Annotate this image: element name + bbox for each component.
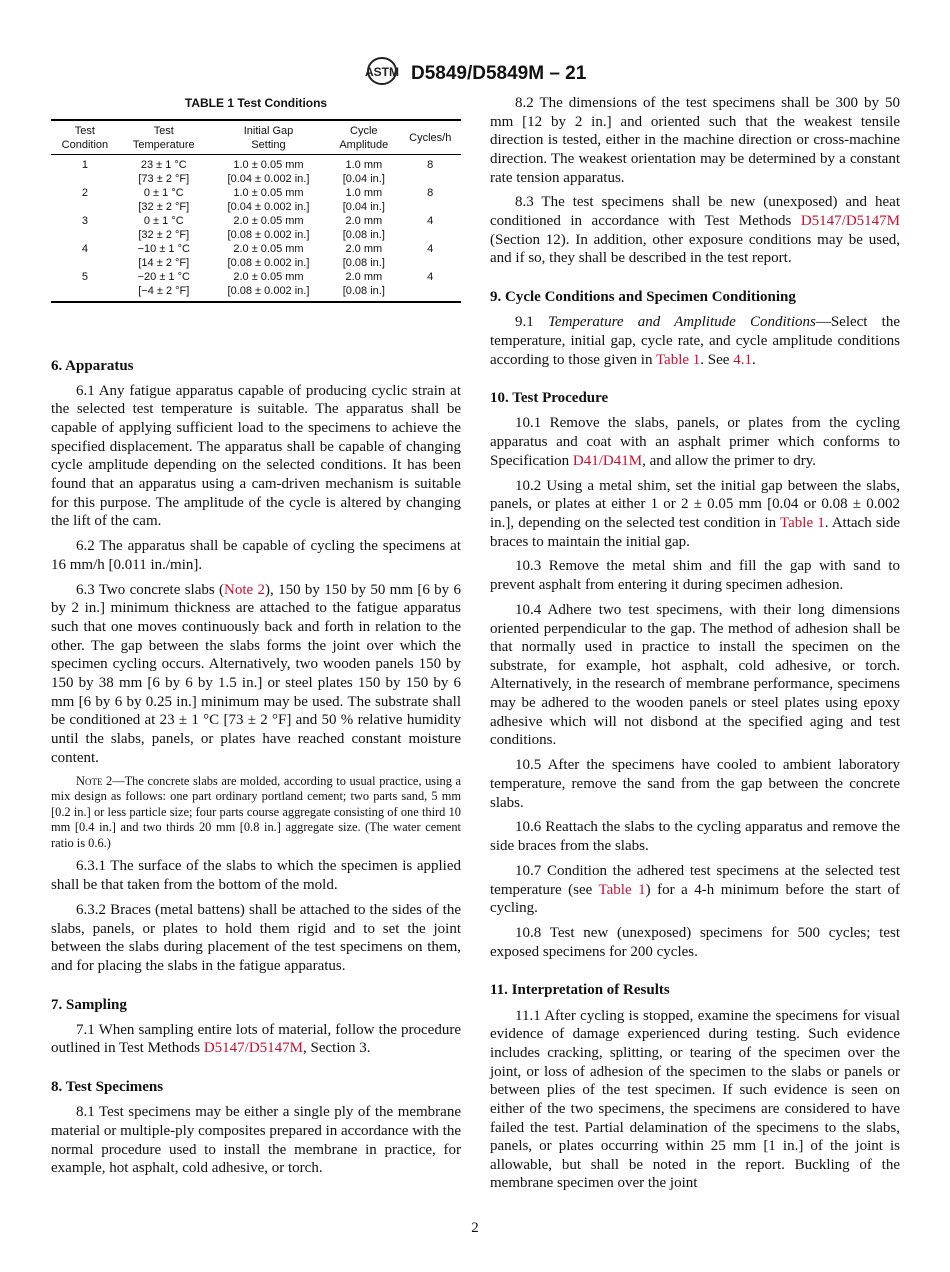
- section-heading: 11. Interpretation of Results: [490, 982, 670, 999]
- cell-condition: 4: [81, 242, 88, 255]
- cell-condition: 1: [81, 158, 88, 171]
- paragraph: [490, 414, 900, 470]
- paragraph: [51, 581, 461, 768]
- cell-temp: [119, 270, 209, 302]
- cell-line: 2.0 ± 0.05 mm: [233, 214, 304, 227]
- text: 10.3 Remove the metal shim and fill the gap with sand to prevent asphalt from entering it during specimen adhesion.: [490, 558, 900, 593]
- text: . Attach side braces to maintain the initial gap.: [490, 514, 900, 550]
- reference-link[interactable]: D5147/D5147M: [800, 213, 900, 230]
- cell-temp: [119, 154, 209, 186]
- cell-amp: [328, 242, 399, 270]
- reference-link[interactable]: D5147/D5147M: [203, 1040, 304, 1057]
- cell-line: [32 ± 2 °F]: [138, 228, 190, 241]
- cell-amp: [328, 214, 399, 242]
- section-heading: 8. Test Specimens: [51, 1079, 164, 1096]
- left-column: [51, 94, 461, 1184]
- paragraph: [51, 382, 461, 531]
- text: 9.1: [515, 314, 548, 331]
- table-header: [328, 120, 399, 155]
- cell-line: [0.04 ± 0.002 in.]: [227, 172, 310, 185]
- table-row: [51, 186, 461, 214]
- test-conditions-table: [51, 119, 461, 303]
- table-title: TABLE 1 Test Conditions: [184, 96, 328, 110]
- cell-gap: [209, 270, 328, 302]
- text: 6.1 Any fatigue apparatus capable of producing cyclic strain at the selected test temperature is suitable. The apparatus shall be capable of applying sufficient load to the specimens to achieve the specified displacement. The apparatus shall be capable of changing cycle amplitude depending on the selected conditions. It has been found that an apparatus using a cam-driven mechanism is suitable for this purpose. The amplitude of the cycle is altered by changing the lift of the cam.: [51, 382, 461, 530]
- cell-line: [0.08 ± 0.002 in.]: [227, 228, 310, 241]
- cell-condition: 2: [81, 186, 88, 199]
- cell-line: 1.0 ± 0.05 mm: [233, 186, 304, 199]
- text: —The concrete slabs are molded, according to usual practice, using a mix design as follows: one part ordinary portland cement; two parts sand, 5 mm [0.2 in.] or less particle size; four parts course aggregate consisting of one third 10 mm [0.4 in.] and two thirds 20 mm [0.8 in.] aggregate size. (The water cement ratio is 0.6.): [51, 773, 461, 850]
- cell-amp: [328, 154, 399, 186]
- cell-line: 23 ± 1 °C: [140, 158, 187, 171]
- paragraph: [490, 193, 900, 268]
- cell-line: [32 ± 2 °F]: [138, 200, 190, 213]
- italic-text: Temperature and Amplitude Conditions: [547, 314, 816, 331]
- text: 8.3 The test specimens shall be new (unexposed) and heat conditioned in accordance with Test Methods: [490, 194, 900, 230]
- paragraph: [51, 537, 461, 574]
- reference-link[interactable]: Table 1: [655, 351, 701, 368]
- cell-line: 2.0 mm: [345, 242, 383, 255]
- table-row: [51, 242, 461, 270]
- paragraph: [490, 557, 900, 594]
- cell-line: [0.04 ± 0.002 in.]: [227, 200, 310, 213]
- table-row: [51, 154, 461, 186]
- cell-line: −10 ± 1 °C: [137, 242, 190, 255]
- text: 10.2 Using a metal shim, set the initial gap between the slabs, panels, or plates at either 1 or 2 ± 0.05 mm [0.04 or 0.08 ± 0.002 in.], depending on the selected test condition in: [490, 477, 900, 531]
- text: 11.1 After cycling is stopped, examine the specimens for visual evidence of damage experienced during testing. Such evidence includes cracking, splitting, or tearing of the specimen over the joint, or loss of adhesion of the specimen to the slabs or panels or between plies of the test specimen. If such evidence is seen on either of the two specimens, the specimens are considered to have failed the test. Partial delamination of the specimens to the slabs, panels, or plates occurring within 25 mm [1 in.] of the joint is allowable, but shall be noted in the report. Buckling of the membrane specimen over the joint: [490, 1007, 900, 1192]
- cell-line: [−4 ± 2 °F]: [138, 284, 190, 297]
- cell-line: [0.04 in.]: [342, 200, 385, 213]
- paragraph: [490, 601, 900, 750]
- cell-temp: [119, 242, 209, 270]
- svg-text:ASTM: ASTM: [364, 65, 399, 79]
- text: ), 150 by 150 by 50 mm [6 by 6 by 2 in.] minimum thickness are attached to the fatigue apparatus such that one moves continuously back and forth in relation to the other. The gap between the slabs forms the joint over which the specimen cycling occurs. Alternatively, two wooden panels 150 by 150 by 38 mm [6 by 6 by 1.5 in.] or steel plates 150 by 150 by 6 mm [6 by 6 by 0.25 in.] minimum may be used. The substrate shall be conditioned at 23 ± 1 °C [73 ± 2 °F] and 50 % relative humidity until the slabs, panels, or plates have reached constant moisture content.: [51, 581, 461, 766]
- paragraph: [490, 313, 900, 369]
- cell-temp: [119, 214, 209, 242]
- table-row: [51, 214, 461, 242]
- text: 10.4 Adhere two test specimens, with their long dimensions oriented perpendicular to the gap. The method of adhesion shall be that normally used in practice to install the specimen on the substrate, for example, hot asphalt, cold adhesive, or torch. Alternatively, in the research of membrane performance, specimens may be adhered to the wooden panels or steel plates using epoxy adhesive which will not disbond at the specified aging and test conditions.: [490, 601, 900, 749]
- paragraph: [490, 756, 900, 812]
- cell-cycles: 8: [427, 186, 434, 199]
- text: 7.1 When sampling entire lots of material, follow the procedure outlined in Test Methods: [51, 1021, 461, 1057]
- reference-link[interactable]: Table 1: [598, 881, 646, 898]
- header-line: Condition: [61, 138, 109, 151]
- reference-link[interactable]: D41/D41M: [572, 452, 643, 469]
- text: 10.1 Remove the slabs, panels, or plates from the cycling apparatus and coat with an asphalt primer which conforms to Specification: [490, 415, 900, 469]
- paragraph: [490, 477, 900, 552]
- text: ) for a 4-h minimum before the start of cycling.: [490, 881, 900, 917]
- cell-amp: [328, 186, 399, 214]
- cell-line: 1.0 mm: [345, 158, 383, 171]
- right-column: [490, 94, 900, 1199]
- table-header: [119, 120, 209, 155]
- section-heading: 6. Apparatus: [51, 357, 134, 374]
- header-line: Amplitude: [339, 138, 389, 151]
- text: 10.5 After the specimens have cooled to ambient laboratory temperature, remove the sand from the gap between the concrete slabs.: [490, 757, 900, 811]
- cell-gap: [209, 242, 328, 270]
- cell-line: 1.0 mm: [345, 186, 383, 199]
- paragraph: [51, 1103, 461, 1178]
- cell-line: 0 ± 1 °C: [143, 214, 184, 227]
- text: —Select the temperature, initial gap, cycle rate, and cycle amplitude conditions according to those given in: [490, 314, 900, 368]
- note: [51, 774, 461, 852]
- text: , and allow the primer to dry.: [642, 452, 817, 469]
- paragraph: [490, 818, 900, 855]
- paragraph: [51, 1021, 461, 1058]
- section-heading: 7. Sampling: [51, 996, 127, 1013]
- cell-temp: [119, 186, 209, 214]
- text: .: [751, 351, 756, 368]
- cell-amp: [328, 270, 399, 302]
- table-header: [399, 120, 461, 155]
- text: . See: [700, 351, 734, 368]
- text: 6.3.1 The surface of the slabs to which the specimen is applied shall be that taken from the bottom of the mold.: [51, 858, 461, 894]
- cell-line: 2.0 mm: [345, 270, 383, 283]
- text: 10.7 Condition the adhered test specimens at the selected test temperature (see: [490, 862, 900, 898]
- paragraph: [490, 862, 900, 918]
- cell-line: 2.0 ± 0.05 mm: [233, 270, 304, 283]
- page-header: [0, 56, 950, 92]
- paragraph: [51, 857, 461, 894]
- reference-link[interactable]: Table 1: [780, 514, 825, 531]
- note-label: Note 2: [76, 773, 113, 788]
- table-header: [209, 120, 328, 155]
- text: , Section 3.: [303, 1040, 371, 1057]
- header-line: Temperature: [132, 138, 195, 151]
- header-line: Test: [74, 124, 95, 137]
- text: 10.6 Reattach the slabs to the cycling apparatus and remove the side braces from the slabs.: [490, 819, 900, 855]
- header-line: Initial Gap: [243, 124, 294, 137]
- reference-link[interactable]: Note 2: [224, 581, 265, 598]
- paragraph: [490, 1007, 900, 1194]
- text: 6.2 The apparatus shall be capable of cycling the specimens at 16 mm/h [0.011 in./min].: [51, 538, 461, 573]
- section-heading: 10. Test Procedure: [490, 390, 609, 407]
- cell-line: [14 ± 2 °F]: [138, 256, 190, 269]
- header-line: Cycle: [350, 124, 378, 137]
- text: 6.3 Two concrete slabs (: [76, 581, 225, 598]
- cell-cycles: 4: [427, 242, 434, 255]
- cell-cycles: 8: [427, 158, 434, 171]
- reference-link[interactable]: 4.1: [733, 351, 752, 368]
- cell-line: [0.08 in.]: [342, 256, 385, 269]
- cell-line: [0.08 in.]: [342, 284, 385, 297]
- cell-line: [0.08 ± 0.002 in.]: [227, 256, 310, 269]
- cell-cycles: 4: [427, 270, 434, 283]
- cell-line: [0.04 in.]: [342, 172, 385, 185]
- table-row: [51, 270, 461, 302]
- cell-line: 1.0 ± 0.05 mm: [233, 158, 304, 171]
- cell-line: 0 ± 1 °C: [143, 186, 184, 199]
- cell-line: 2.0 ± 0.05 mm: [233, 242, 304, 255]
- cell-condition: 5: [81, 270, 88, 283]
- header-line: Setting: [251, 138, 286, 151]
- section-heading: 9. Cycle Conditions and Specimen Conditioning: [490, 289, 796, 306]
- text: 8.2 The dimensions of the test specimens shall be 300 by 50 mm [12 by 2 in.] and oriented such that the weakest tensile direction is tested, either in the machine direction or cross-machine direction. The weakest orientation may be determined by a constant rate tension apparatus.: [490, 95, 900, 186]
- paragraph: [490, 924, 900, 961]
- text: 10.8 Test new (unexposed) specimens for 500 cycles; test exposed specimens for 200 cycles.: [490, 925, 900, 960]
- table-header: [51, 120, 119, 155]
- text: (Section 12). In addition, other exposure conditions may be used, and if so, they shall be described in the test report.: [490, 231, 900, 267]
- paragraph: [51, 901, 461, 976]
- astm-logo-icon: [364, 56, 400, 92]
- cell-condition: 3: [81, 214, 88, 227]
- cell-gap: [209, 186, 328, 214]
- paragraph: [490, 94, 900, 187]
- header-line: Test: [153, 124, 174, 137]
- cell-line: 2.0 mm: [345, 214, 383, 227]
- cell-line: −20 ± 1 °C: [137, 270, 190, 283]
- document-designation: D5849/D5849M – 21: [410, 63, 587, 85]
- cell-gap: [209, 214, 328, 242]
- cell-cycles: 4: [427, 214, 434, 227]
- text: 6.3.2 Braces (metal battens) shall be attached to the sides of the slabs, panels, or plates to hold them rigid and to set the joint between the slabs during placement of the test specimens on them, and for placing the slabs in the fatigue apparatus.: [51, 901, 461, 974]
- cell-line: [0.08 ± 0.002 in.]: [227, 284, 310, 297]
- page-number: 2: [471, 1220, 479, 1236]
- cell-line: [0.08 in.]: [342, 228, 385, 241]
- text: 8.1 Test specimens may be either a single ply of the membrane material or multiple-ply composites prepared in accordance with the normal procedure used to install the membrane in practice, for example, hot asphalt, cold adhesive, or torch.: [51, 1104, 461, 1177]
- cell-line: [73 ± 2 °F]: [138, 172, 190, 185]
- header-line: Cycles/h: [409, 131, 452, 144]
- cell-gap: [209, 154, 328, 186]
